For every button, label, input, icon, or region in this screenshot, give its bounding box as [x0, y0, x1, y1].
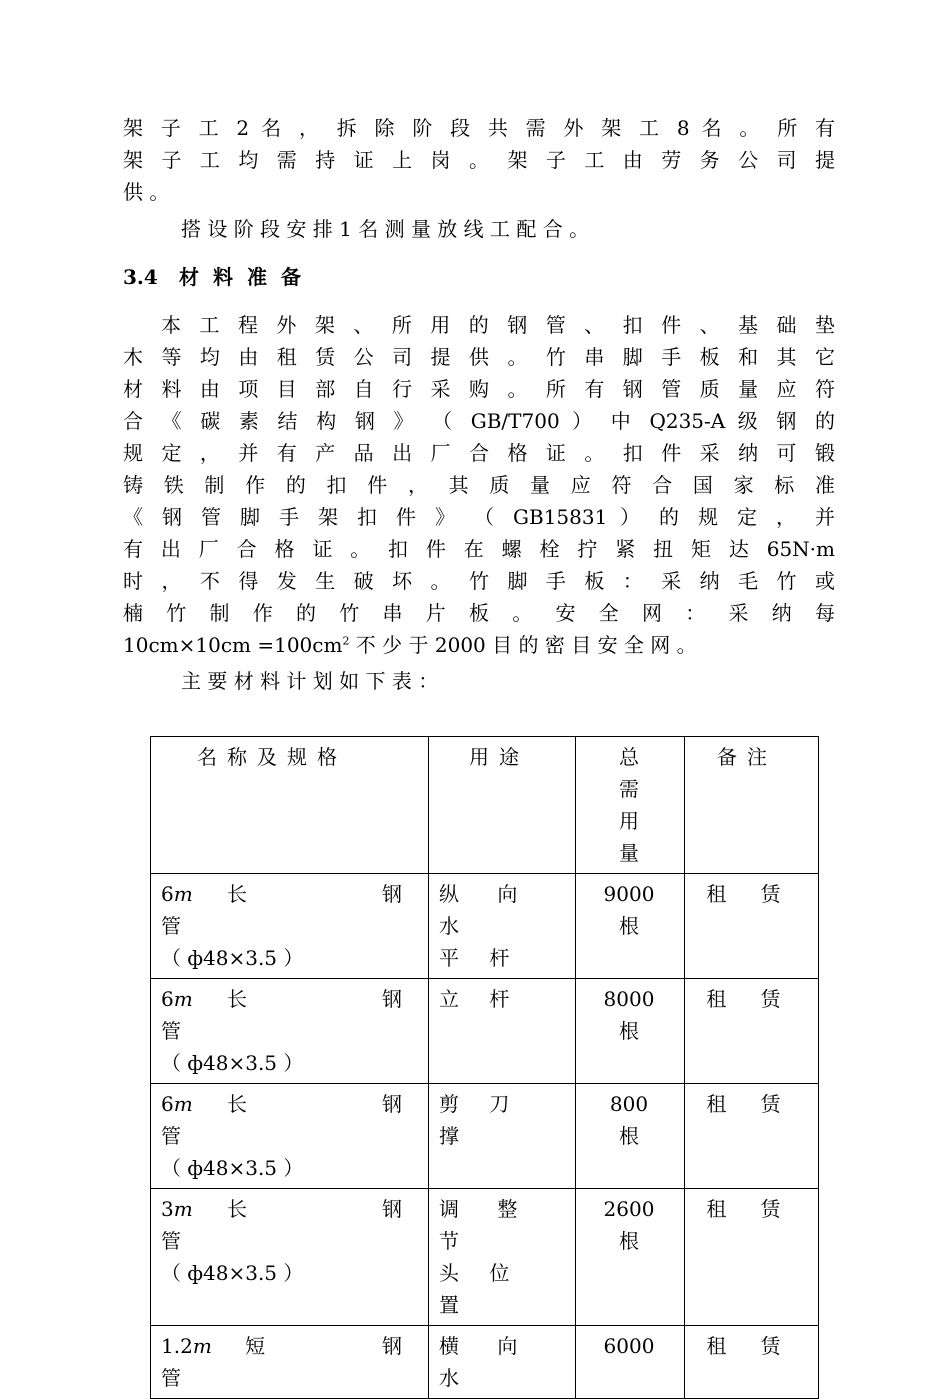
- item-spec: （ ф48×3.5 ）: [161, 1261, 304, 1285]
- paragraph-line: [123, 629, 835, 661]
- paragraph-line: 合 《 碳 素 结 构 钢 》 （ GB/T700 ） 中 Q235-A 级 钢 的: [123, 409, 835, 433]
- table-row: 6m 长 钢 管 （ ф48×3.5 ） 剪 刀 撑 800 根 租 赁: [151, 1084, 819, 1189]
- item-note: 租 赁: [706, 1197, 795, 1221]
- item-name: 6m 长 钢 管: [161, 987, 416, 1043]
- item-note: 租 赁: [706, 1334, 795, 1358]
- item-spec: （ ф48×3.5 ）: [161, 946, 304, 970]
- item-name: 6m 长 钢 管: [161, 882, 416, 938]
- item-use: 横 向 水: [439, 1334, 530, 1390]
- paragraph-line: 《 钢 管 脚 手 架 扣 件 》 （ GB15831 ） 的 规 定 ， 并: [123, 505, 835, 529]
- paragraph-line: 规 定 ， 并 有 产 品 出 厂 合 格 证 。 扣 件 采 纳 可 锻: [123, 441, 835, 465]
- item-spec: （ ф48×3.5 ）: [161, 1156, 304, 1180]
- section-title: 材料准备: [179, 265, 315, 289]
- header-name: 名称及规格: [197, 745, 347, 769]
- table-row: [151, 1326, 819, 1399]
- superscript: 2: [342, 634, 350, 648]
- item-qty: 8000: [603, 987, 655, 1011]
- item-use: 剪 刀 撑: [439, 1092, 522, 1148]
- item-note: 租 赁: [706, 1092, 795, 1116]
- item-qty: 2600: [603, 1197, 655, 1221]
- item-name: 1.2m 短 钢 管: [161, 1334, 416, 1390]
- table-row: 6m 长 钢 管 （ ф48×3.5 ） 纵 向 水 平 杆 9000 根 租 赁: [151, 874, 819, 979]
- paragraph-line: 架 子 工 均 需 持 证 上 岗 。 架 子 工 由 劳 务 公 司 提: [123, 148, 835, 172]
- paragraph-line: 材 料 由 项 目 部 自 行 采 购 。 所 有 钢 管 质 量 应 符: [123, 377, 835, 401]
- item-spec: （ ф48×3.5 ）: [161, 1051, 304, 1075]
- paragraph-line: 有 出 厂 合 格 证 。 扣 件 在 螺 栓 拧 紧 扭 矩 达 65N·m: [123, 537, 835, 561]
- paragraph-line: 木 等 均 由 租 赁 公 司 提 供 。 竹 串 脚 手 板 和 其 它: [123, 345, 835, 369]
- item-note: 租 赁: [706, 882, 795, 906]
- paragraph-line: 时 ， 不 得 发 生 破 坏 。 竹 脚 手 板 ： 采 纳 毛 竹 或: [123, 569, 835, 593]
- section-heading: [123, 261, 315, 293]
- item-name: 6m 长 钢 管: [161, 1092, 416, 1148]
- paragraph-line: 搭 设 阶 段 安 排 1 名 测 量 放 线 工 配 合 。: [181, 217, 590, 241]
- item-use: 调 整 节: [439, 1197, 530, 1253]
- paragraph-line: 架 子 工 2 名 ， 拆 除 阶 段 共 需 外 架 工 8 名 。 所 有: [123, 116, 835, 140]
- item-use: 纵 向 水: [439, 882, 530, 938]
- paragraph-line: 本 工 程 外 架 、 所 用 的 钢 管 、 扣 件 、 基 础 垫: [161, 313, 835, 337]
- paragraph-line: 楠 竹 制 作 的 竹 串 片 板 。 安 全 网 ： 采 纳 每: [123, 601, 835, 625]
- item-use: 立 杆: [439, 987, 522, 1011]
- item-note: 租 赁: [706, 987, 795, 1011]
- section-number: 3.4: [123, 265, 158, 289]
- header-use: 用途: [469, 745, 529, 769]
- table-row: 6m 长 钢 管 （ ф48×3.5 ） 立 杆 8000 根 租 赁: [151, 979, 819, 1084]
- item-qty: 9000: [603, 882, 655, 906]
- item-qty: 800: [609, 1092, 649, 1116]
- table-row: 3m 长 钢 管 （ ф48×3.5 ） 调 整 节 头 位 置 2600 根 租 赁: [151, 1189, 819, 1326]
- materials-table: [150, 736, 819, 1399]
- paragraph-line: 铸 铁 制 作 的 扣 件 ， 其 质 量 应 符 合 国 家 标 准: [123, 473, 835, 497]
- header-qty: 总需用量: [619, 745, 639, 865]
- paragraph-text: 不 少 于 2000 目 的 密 目 安 全 网 。: [349, 633, 697, 657]
- paragraph-line: 供 。: [123, 180, 170, 204]
- paragraph-line: 主 要 材 料 计 划 如 下 表 ：: [181, 669, 439, 693]
- net-spec: 10cm×10cm =100cm: [123, 633, 343, 657]
- header-note: 备注: [717, 745, 777, 769]
- item-name: 3m 长 钢 管: [161, 1197, 416, 1253]
- item-qty: 6000: [603, 1334, 655, 1358]
- table-header-row: [151, 737, 819, 874]
